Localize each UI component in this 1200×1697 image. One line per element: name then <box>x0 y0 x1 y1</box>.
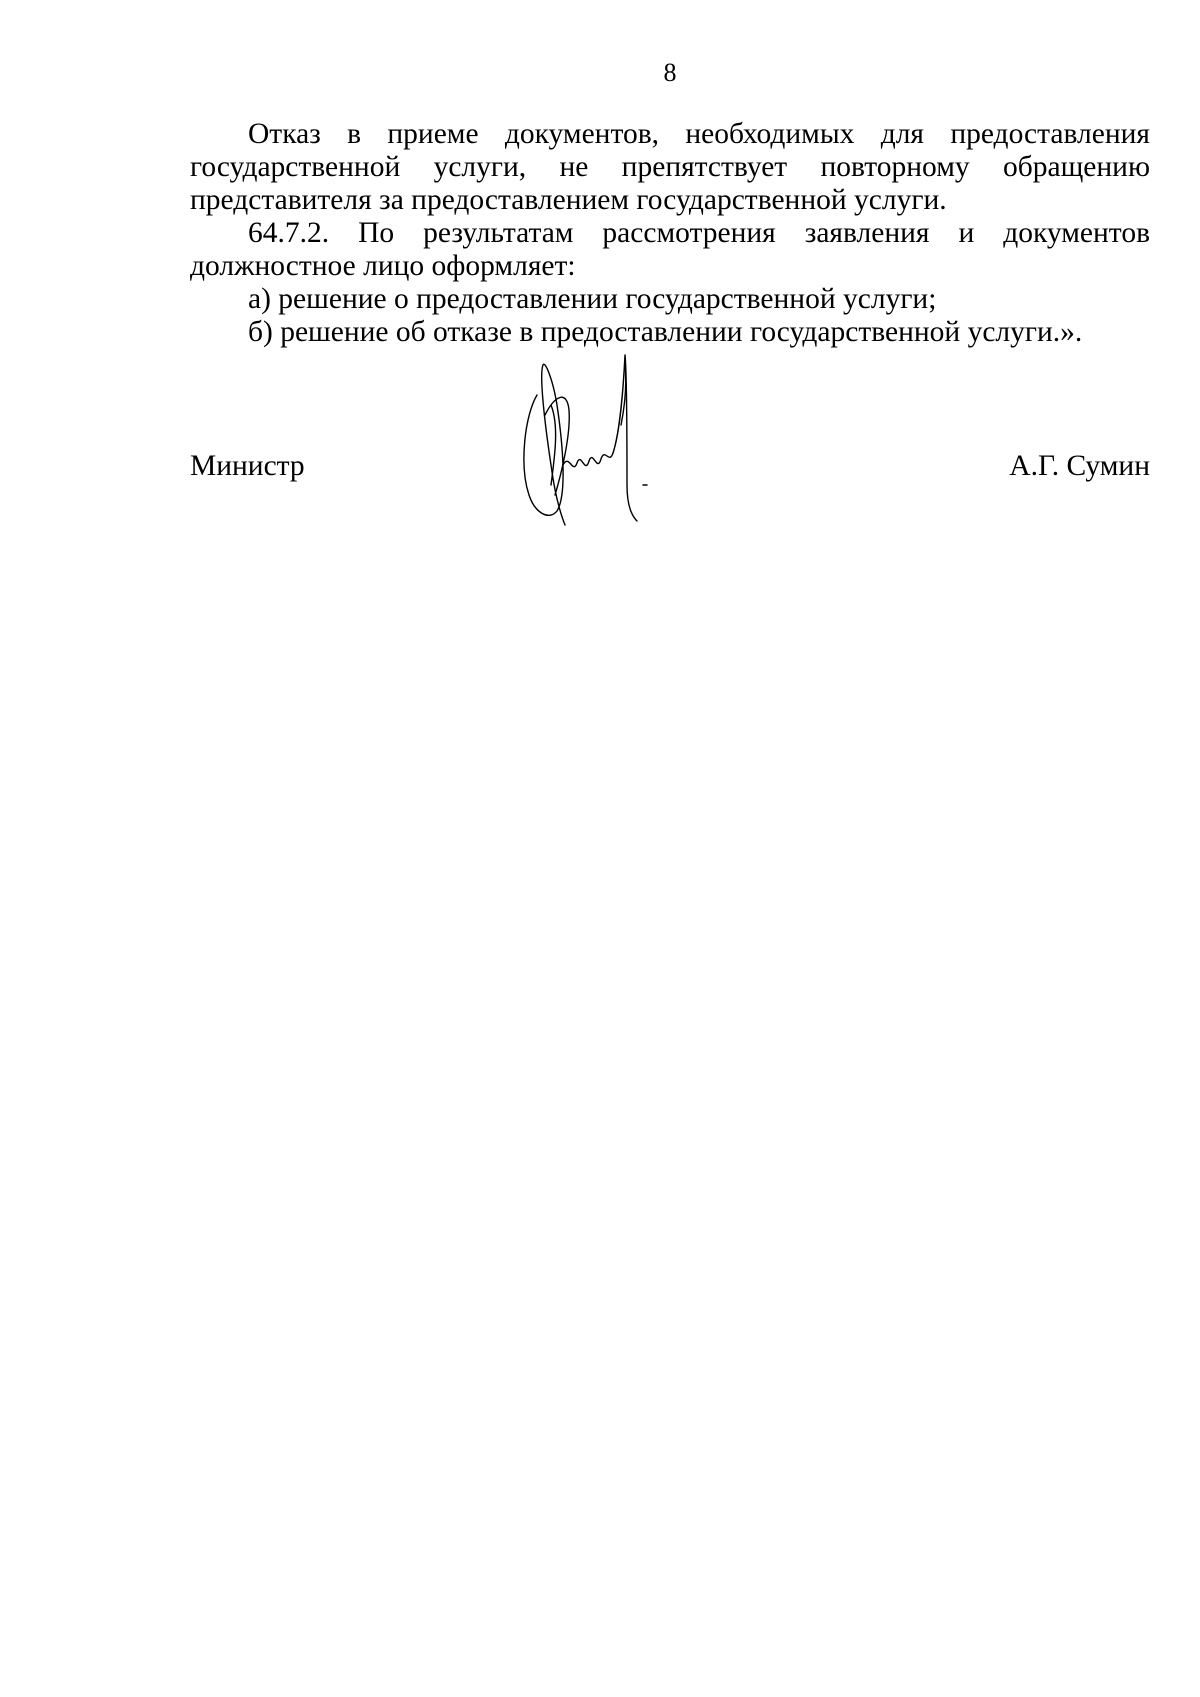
paragraph-64-7-2: 64.7.2. По результатам рассмотрения заявления и документов должностное лицо оформляет: <box>190 217 1150 282</box>
list-item-a: а) решение о предоставлении государственной услуги; <box>248 283 937 315</box>
handwritten-signature-icon <box>515 335 695 535</box>
paragraph-refusal: Отказ в приеме документов, необходимых для предоставления государственной услуги, не препятствует повторному обращению представителя за предоставлением государственной услуги. <box>190 118 1150 216</box>
signer-title: Министр <box>190 450 305 482</box>
page-number: 8 <box>663 58 677 87</box>
signer-name: А.Г. Сумин <box>1009 450 1150 482</box>
list-item-b: б) решение об отказе в предоставлении государственной услуги.». <box>248 316 1083 348</box>
document-body <box>190 118 1150 349</box>
